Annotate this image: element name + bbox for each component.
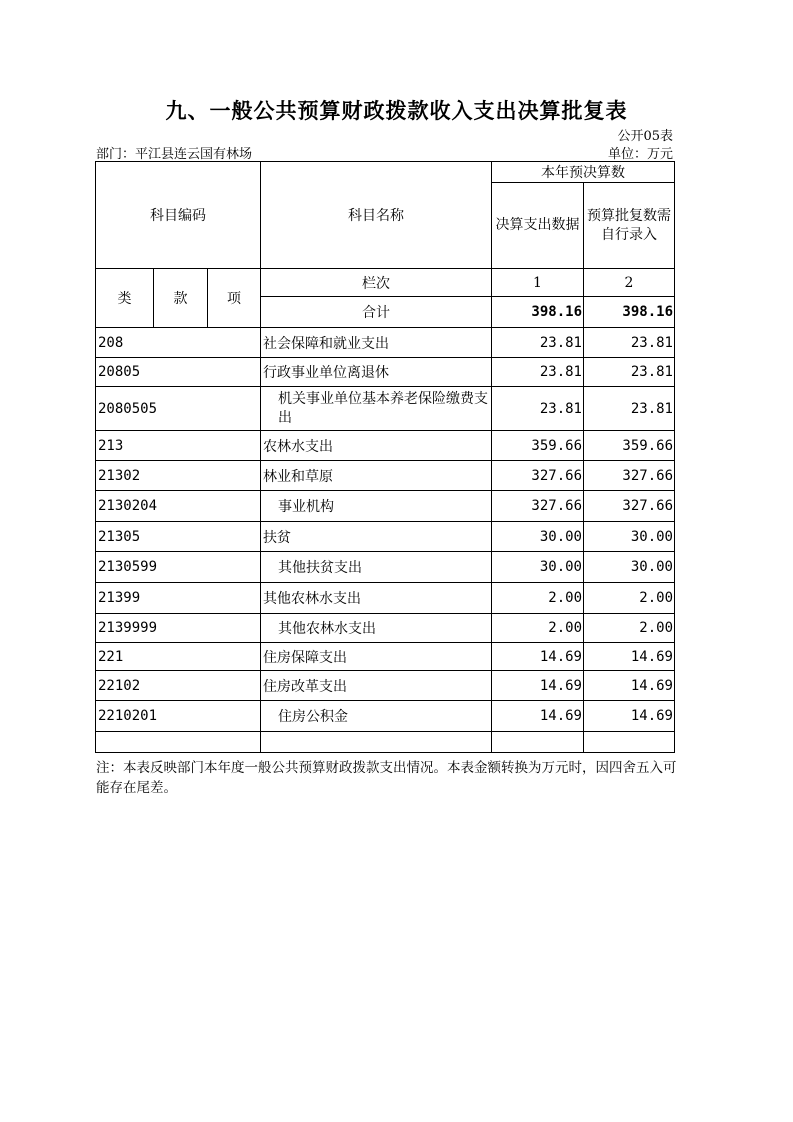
col1-number: 1 xyxy=(492,269,584,297)
row-code: 2080505 xyxy=(96,387,261,431)
table-row xyxy=(96,431,675,461)
row-col2: 2.00 xyxy=(584,614,675,643)
row-code: 20805 xyxy=(96,358,261,387)
row-col2: 23.81 xyxy=(584,387,675,431)
table-row xyxy=(96,387,675,431)
row-col1: 30.00 xyxy=(492,522,584,552)
row-col2: 359.66 xyxy=(584,431,675,461)
table-row xyxy=(96,643,675,671)
row-col2: 30.00 xyxy=(584,552,675,583)
table-row xyxy=(96,671,675,701)
column-order-label: 栏次 xyxy=(261,269,492,297)
table-row xyxy=(96,328,675,358)
row-code: 21399 xyxy=(96,583,261,614)
row-name: 扶贫 xyxy=(261,522,492,552)
table-row xyxy=(96,461,675,491)
row-col1: 23.81 xyxy=(492,328,584,358)
row-code: 213 xyxy=(96,431,261,461)
col2-header: 预算批复数需自行录入 xyxy=(584,183,675,269)
budget-table xyxy=(95,161,675,753)
table-row xyxy=(96,552,675,583)
table-row xyxy=(96,358,675,387)
row-col1: 14.69 xyxy=(492,701,584,732)
group-header: 本年预决算数 xyxy=(492,162,675,183)
row-col2: 14.69 xyxy=(584,671,675,701)
row-name: 社会保障和就业支出 xyxy=(261,328,492,358)
row-col2: 327.66 xyxy=(584,461,675,491)
row-name: 林业和草原 xyxy=(261,461,492,491)
name-header: 科目名称 xyxy=(261,162,492,269)
row-col1: 327.66 xyxy=(492,491,584,522)
row-code: 208 xyxy=(96,328,261,358)
row-col2: 2.00 xyxy=(584,583,675,614)
row-name: 其他农林水支出 xyxy=(261,614,492,643)
row-name: 住房公积金 xyxy=(261,701,492,732)
section-header: 款 xyxy=(154,269,208,328)
col1-header: 决算支出数据 xyxy=(492,183,584,269)
table-code: 公开05表 xyxy=(617,129,673,144)
class-header: 类 xyxy=(96,269,154,328)
row-col1: 14.69 xyxy=(492,671,584,701)
row-name: 行政事业单位离退休 xyxy=(261,358,492,387)
row-col2: 14.69 xyxy=(584,643,675,671)
row-name: 农林水支出 xyxy=(261,431,492,461)
total-label: 合计 xyxy=(261,297,492,328)
unit-label: 单位：万元 xyxy=(607,147,673,162)
row-name: 其他农林水支出 xyxy=(261,583,492,614)
row-code: 2130599 xyxy=(96,552,261,583)
total-col1: 398.16 xyxy=(492,297,584,328)
row-name: 住房保障支出 xyxy=(261,643,492,671)
row-col2: 23.81 xyxy=(584,358,675,387)
page-title: 九、一般公共预算财政拨款收入支出决算批复表 xyxy=(165,98,628,123)
row-name: 住房改革支出 xyxy=(261,671,492,701)
row-col1: 14.69 xyxy=(492,643,584,671)
code-header: 科目编码 xyxy=(96,162,261,269)
row-code: 2139999 xyxy=(96,614,261,643)
row-col2: 327.66 xyxy=(584,491,675,522)
table-row xyxy=(96,522,675,552)
table-row xyxy=(96,614,675,643)
total-col2: 398.16 xyxy=(584,297,675,328)
row-name: 事业机构 xyxy=(261,491,492,522)
col2-number: 2 xyxy=(584,269,675,297)
department-label: 部门：平江县连云国有林场 xyxy=(96,147,253,162)
table-row xyxy=(96,701,675,732)
item-header: 项 xyxy=(208,269,261,328)
row-code: 221 xyxy=(96,643,261,671)
row-col1: 2.00 xyxy=(492,614,584,643)
footnote: 注：本表反映部门本年度一般公共预算财政拨款支出情况。本表金额转换为万元时，因四舍五入可能存在尾差。 xyxy=(96,760,677,796)
table-row xyxy=(96,583,675,614)
row-name: 其他扶贫支出 xyxy=(261,552,492,583)
row-code: 21302 xyxy=(96,461,261,491)
row-col2: 14.69 xyxy=(584,701,675,732)
row-col1: 359.66 xyxy=(492,431,584,461)
empty-row xyxy=(96,732,675,753)
row-name: 机关事业单位基本养老保险缴费支出 xyxy=(261,387,492,431)
row-code: 22102 xyxy=(96,671,261,701)
row-col1: 23.81 xyxy=(492,358,584,387)
row-col1: 327.66 xyxy=(492,461,584,491)
row-col2: 23.81 xyxy=(584,328,675,358)
row-code: 21305 xyxy=(96,522,261,552)
row-code: 2130204 xyxy=(96,491,261,522)
row-code: 2210201 xyxy=(96,701,261,732)
row-col1: 23.81 xyxy=(492,387,584,431)
row-col1: 30.00 xyxy=(492,552,584,583)
row-col2: 30.00 xyxy=(584,522,675,552)
table-row xyxy=(96,491,675,522)
row-col1: 2.00 xyxy=(492,583,584,614)
